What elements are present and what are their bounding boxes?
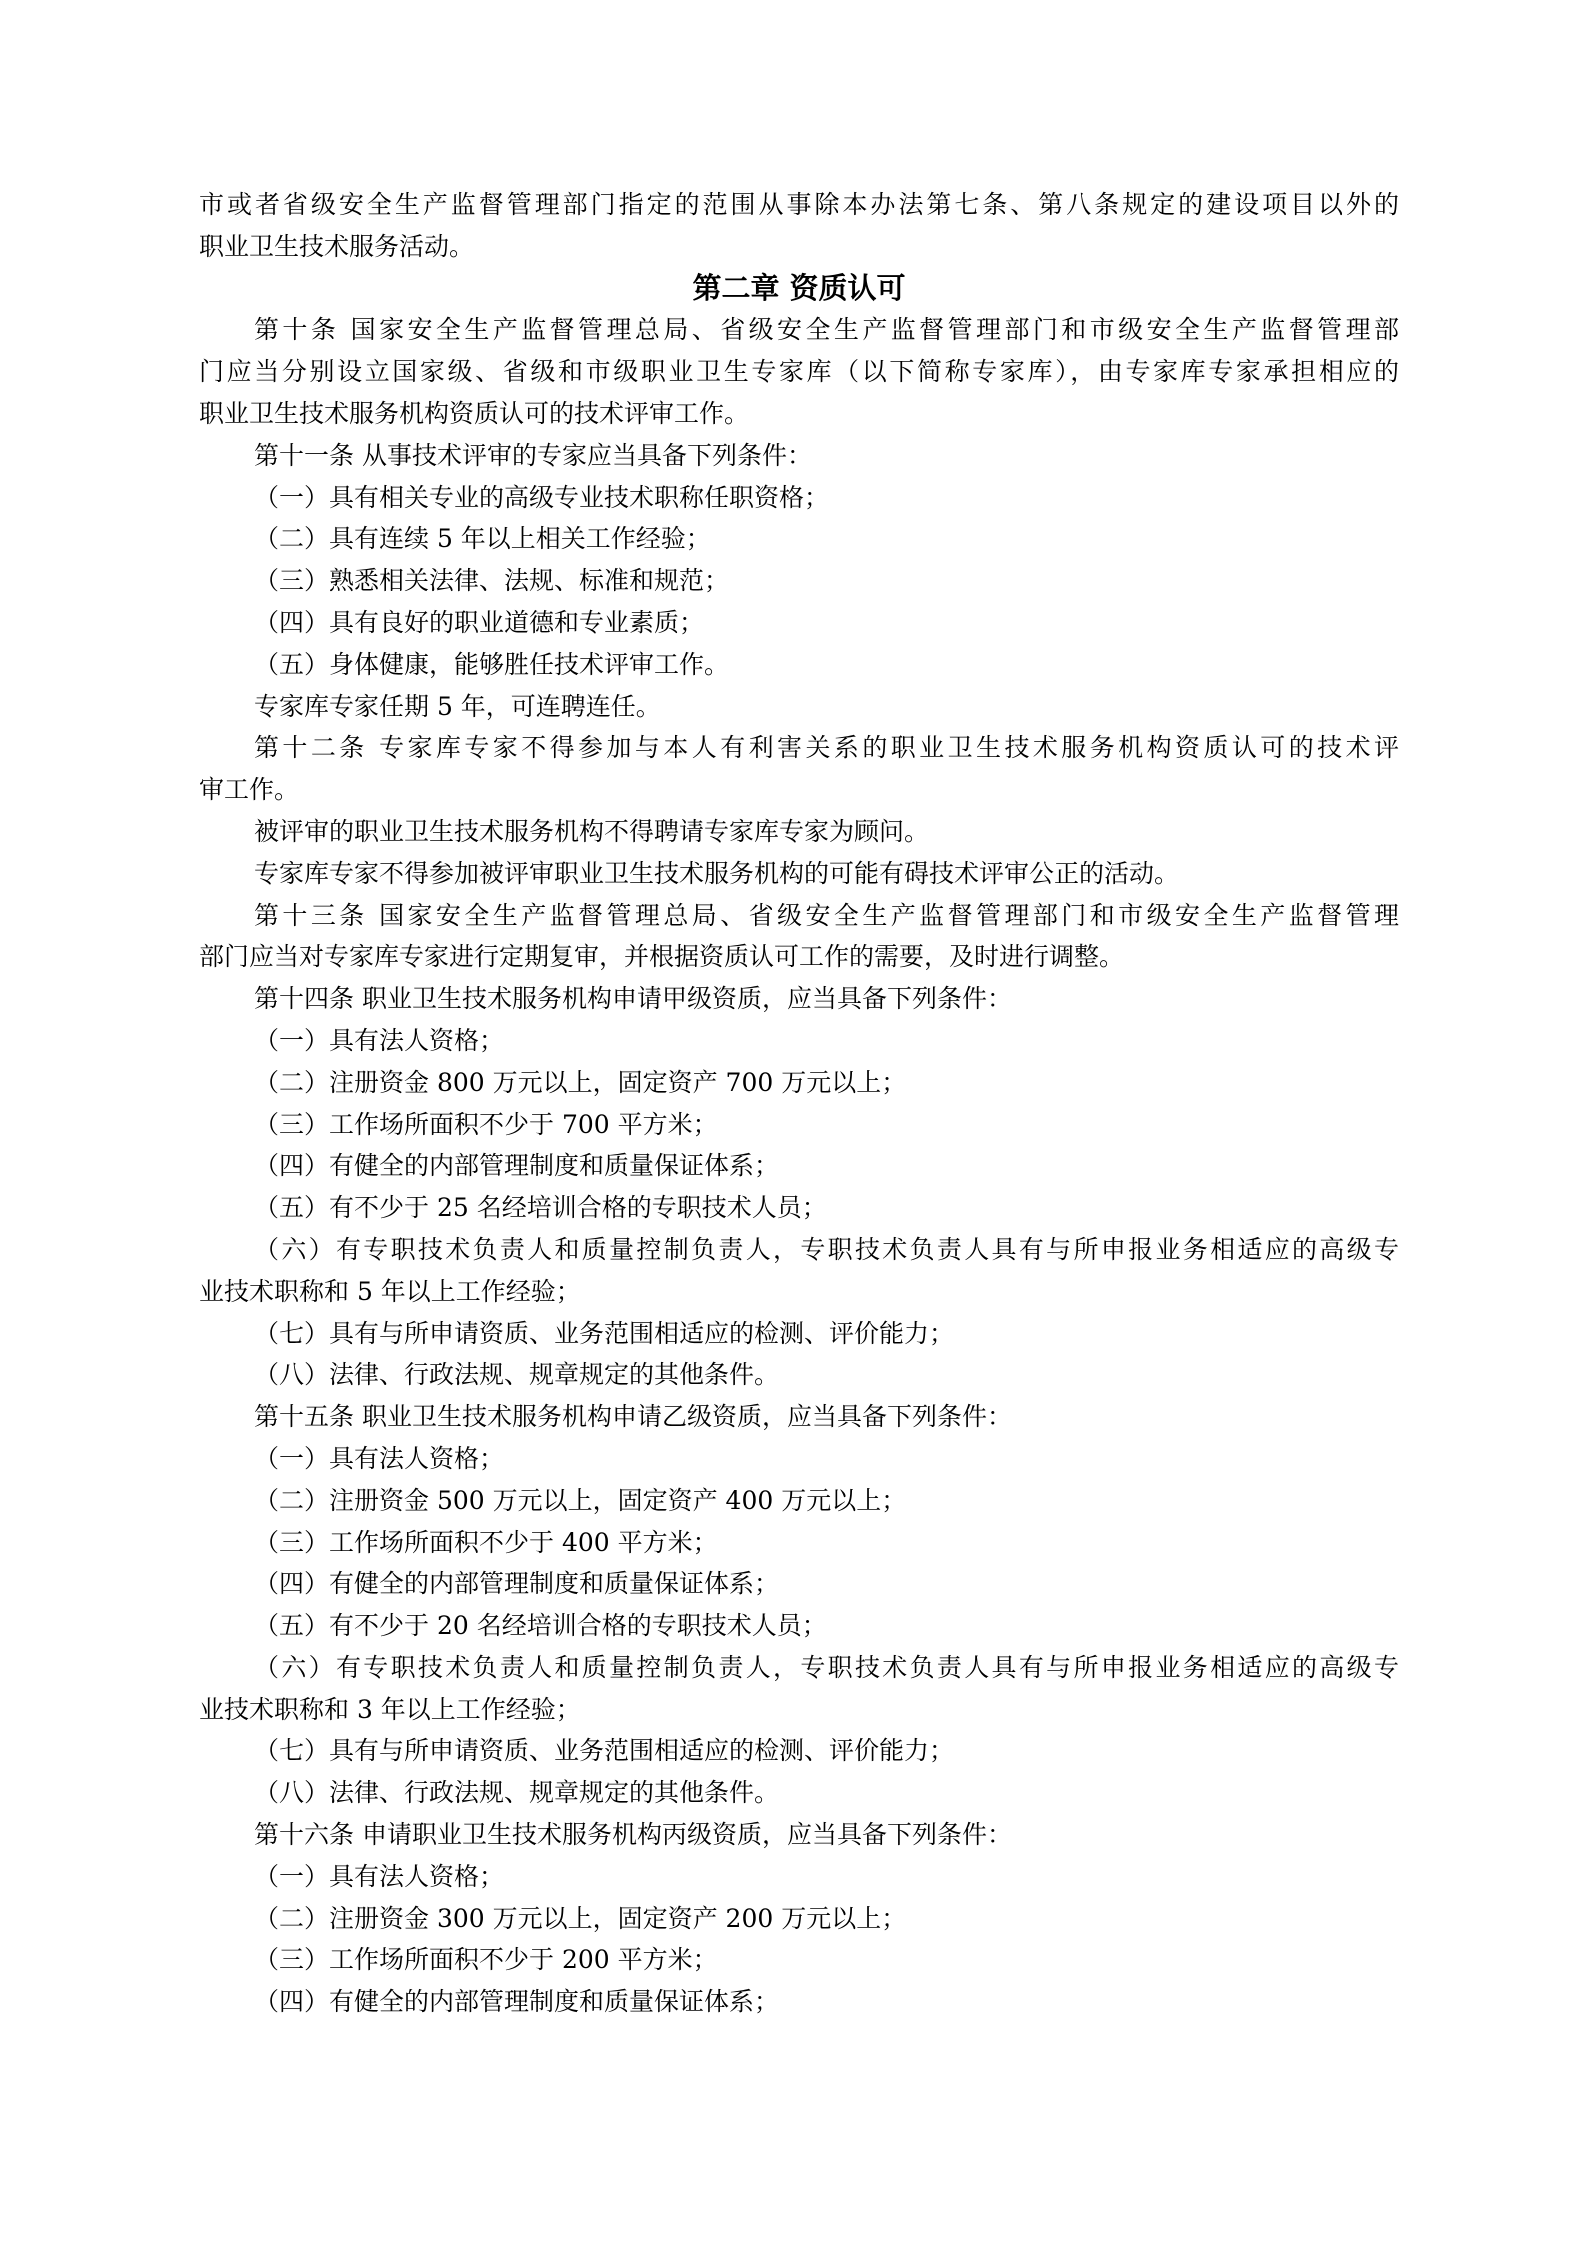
paragraph-line: （七）具有与所申请资质、业务范围相适应的检测、评价能力； bbox=[254, 1736, 955, 1766]
paragraph-line: （二）注册资金 500 万元以上，固定资产 400 万元以上； bbox=[254, 1485, 907, 1515]
paragraph-line: （六）有专职技术负责人和质量控制负责人，专职技术负责人具有与所申报业务相适应的高级专 bbox=[254, 1652, 1399, 1682]
paragraph-line: （二）注册资金 300 万元以上，固定资产 200 万元以上； bbox=[254, 1903, 907, 1933]
paragraph-line: （六）有专职技术负责人和质量控制负责人，专职技术负责人具有与所申报业务相适应的高级专 bbox=[254, 1234, 1399, 1264]
paragraph-line: （二）注册资金 800 万元以上，固定资产 700 万元以上； bbox=[254, 1067, 907, 1097]
paragraph-line: 第十四条 职业卫生技术服务机构申请甲级资质，应当具备下列条件： bbox=[254, 984, 1012, 1014]
paragraph-line: 第十一条 从事技术评审的专家应当具备下列条件： bbox=[254, 440, 812, 470]
paragraph-line: 部门应当对专家库专家进行定期复审，并根据资质认可工作的需要，及时进行调整。 bbox=[199, 942, 1125, 972]
document-body bbox=[199, 184, 1399, 2023]
paragraph-line: （四）具有良好的职业道德和专业素质； bbox=[254, 607, 705, 637]
paragraph-line: （四）有健全的内部管理制度和质量保证体系； bbox=[254, 1151, 780, 1181]
paragraph-line: （五）有不少于 25 名经培训合格的专职技术人员； bbox=[254, 1193, 827, 1223]
paragraph-line: 门应当分别设立国家级、省级和市级职业卫生专家库（以下简称专家库），由专家库专家承担相应的 bbox=[199, 357, 1399, 387]
paragraph-line: 市或者省级安全生产监督管理部门指定的范围从事除本办法第七条、第八条规定的建设项目以外的 bbox=[199, 190, 1399, 219]
paragraph-line: （三）熟悉相关法律、法规、标准和规范； bbox=[254, 566, 730, 596]
paragraph-line: （八）法律、行政法规、规章规定的其他条件。 bbox=[254, 1778, 780, 1808]
paragraph-line: （五）身体健康，能够胜任技术评审工作。 bbox=[254, 649, 730, 679]
paragraph-line: 职业卫生技术服务机构资质认可的技术评审工作。 bbox=[199, 398, 750, 428]
paragraph-line: （八）法律、行政法规、规章规定的其他条件。 bbox=[254, 1360, 780, 1390]
paragraph-line: 业技术职称和 5 年以上工作经验； bbox=[199, 1276, 581, 1306]
paragraph-line: （七）具有与所申请资质、业务范围相适应的检测、评价能力； bbox=[254, 1318, 955, 1348]
paragraph-line: （二）具有连续 5 年以上相关工作经验； bbox=[254, 524, 711, 554]
paragraph-line: （一）具有法人资格； bbox=[254, 1861, 505, 1891]
paragraph-line: （三）工作场所面积不少于 700 平方米； bbox=[254, 1109, 718, 1139]
paragraph-line: （三）工作场所面积不少于 200 平方米； bbox=[254, 1945, 718, 1975]
paragraph-line: 第十二条 专家库专家不得参加与本人有利害关系的职业卫生技术服务机构资质认可的技术评 bbox=[254, 733, 1399, 763]
paragraph-line: 业技术职称和 3 年以上工作经验； bbox=[199, 1694, 581, 1724]
paragraph-line: （一）具有相关专业的高级专业技术职称任职资格； bbox=[254, 482, 830, 512]
paragraph-line: （四）有健全的内部管理制度和质量保证体系； bbox=[254, 1569, 780, 1599]
paragraph-line: （三）工作场所面积不少于 400 平方米； bbox=[254, 1527, 718, 1557]
chapter-heading: 第二章 资质认可 bbox=[692, 270, 906, 305]
paragraph-line: 审工作。 bbox=[199, 775, 300, 805]
paragraph-line: 第十六条 申请职业卫生技术服务机构丙级资质，应当具备下列条件： bbox=[254, 1820, 1012, 1850]
paragraph-line: 被评审的职业卫生技术服务机构不得聘请专家库专家为顾问。 bbox=[254, 816, 930, 846]
paragraph-line: 第十五条 职业卫生技术服务机构申请乙级资质，应当具备下列条件： bbox=[254, 1402, 1012, 1432]
paragraph-line: 专家库专家任期 5 年，可连聘连任。 bbox=[254, 691, 661, 721]
paragraph-line: 第十三条 国家安全生产监督管理总局、省级安全生产监督管理部门和市级安全生产监督管理 bbox=[254, 900, 1399, 930]
paragraph-line: （五）有不少于 20 名经培训合格的专职技术人员； bbox=[254, 1611, 827, 1641]
paragraph-line: （四）有健全的内部管理制度和质量保证体系； bbox=[254, 1987, 780, 2017]
paragraph-line: 第十条 国家安全生产监督管理总局、省级安全生产监督管理部门和市级安全生产监督管理部 bbox=[254, 315, 1399, 345]
paragraph-line: （一）具有法人资格； bbox=[254, 1025, 505, 1055]
paragraph-line: （一）具有法人资格； bbox=[254, 1443, 505, 1473]
paragraph-line: 职业卫生技术服务活动。 bbox=[199, 231, 475, 261]
paragraph-line: 专家库专家不得参加被评审职业卫生技术服务机构的可能有碍技术评审公正的活动。 bbox=[254, 858, 1180, 888]
